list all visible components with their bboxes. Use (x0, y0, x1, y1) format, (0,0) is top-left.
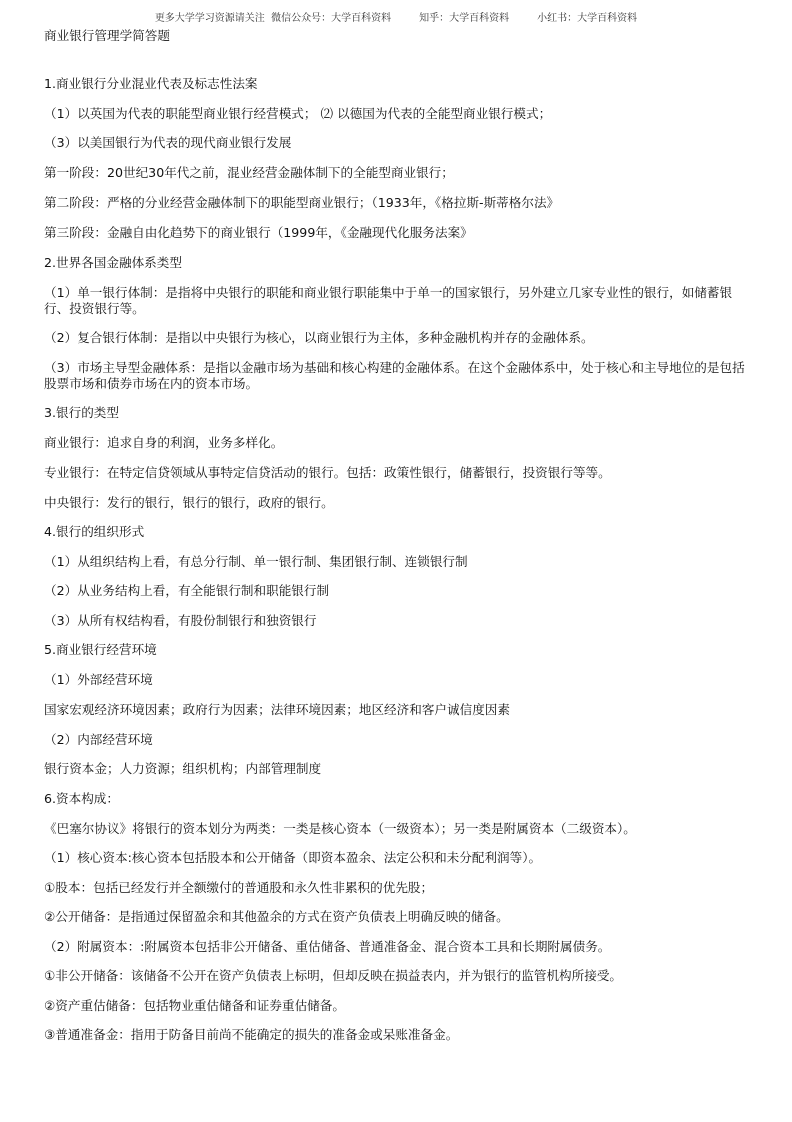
document-title: 商业银行管理学简答题 (44, 28, 170, 43)
section-heading: 4.银行的组织形式 (44, 524, 145, 539)
paragraph: （1）从组织结构上看，有总分行制、单一银行制、集团银行制、连锁银行制 (44, 554, 468, 569)
section-heading: 1.商业银行分业混业代表及标志性法案 (44, 76, 258, 91)
paragraph: （2）附属资本：:附属资本包括非公开储备、重估储备、普通准备金、混合资本工具和长期附属债务。 (44, 939, 611, 954)
paragraph: （2）内部经营环境 (44, 732, 153, 747)
paragraph: ①非公开储备：该储备不公开在资产负债表上标明，但却反映在损益表内，并为银行的监管机构所接受。 (44, 968, 623, 983)
paragraph: （1）单一银行体制：是指将中央银行的职能和商业银行职能集中于单一的国家银行，另外建立几家专业性的银行，如储蓄银行、投资银行等。 (44, 285, 733, 316)
paragraph: （2）从业务结构上看，有全能银行制和职能银行制 (44, 583, 330, 598)
paragraph: ①股本：包括已经发行并全额缴付的普通股和永久性非累积的优先股； (44, 880, 434, 895)
header-wechat: 更多大学学习资源请关注 微信公众号：大学百科资料 (154, 13, 392, 24)
header-zhihu: 知乎：大学百科资料 (419, 13, 510, 24)
paragraph: ③普通准备金：指用于防备目前尚不能确定的损失的准备金或呆账准备金。 (44, 1027, 459, 1042)
page-header (0, 9, 792, 24)
paragraph: ②资产重估储备：包括物业重估储备和证券重估储备。 (44, 998, 345, 1013)
paragraph: （1）外部经营环境 (44, 672, 153, 687)
paragraph: 第一阶段：20世纪30年代之前，混业经营金融体制下的全能型商业银行； (44, 165, 454, 180)
paragraph: 专业银行：在特定信贷领域从事特定信贷活动的银行。包括：政策性银行，储蓄银行，投资银行等等。 (44, 465, 611, 480)
paragraph: （1）以英国为代表的职能型商业银行经营模式； ⑵ 以德国为代表的全能型商业银行模式； (44, 106, 552, 121)
paragraph: 国家宏观经济环境因素；政府行为因素；法律环境因素；地区经济和客户诚信度因素 (44, 702, 510, 717)
paragraph: 银行资本金；人力资源；组织机构；内部管理制度 (44, 761, 322, 776)
paragraph: （3）从所有权结构看，有股份制银行和独资银行 (44, 613, 317, 628)
section-heading: 6.资本构成： (44, 791, 119, 806)
section-heading: 2.世界各国金融体系类型 (44, 255, 182, 270)
paragraph: 第二阶段：严格的分业经营金融体制下的职能型商业银行；（1933年，《格拉斯-斯蒂格尔法》 (44, 195, 560, 210)
paragraph: ②公开储备：是指通过保留盈余和其他盈余的方式在资产负债表上明确反映的储备。 (44, 909, 509, 924)
paragraph: （3）以美国银行为代表的现代商业银行发展 (44, 135, 292, 150)
paragraph: （2）复合银行体制：是指以中央银行为核心，以商业银行为主体，多种金融机构并存的金融体系。 (44, 330, 594, 345)
section-heading: 5.商业银行经营环境 (44, 642, 157, 657)
paragraph: （1）核心资本:核心资本包括股本和公开储备（即资本盈余、法定公积和未分配利润等）。 (44, 850, 542, 865)
paragraph: 商业银行：追求自身的利润，业务多样化。 (44, 435, 284, 450)
section-heading: 3.银行的类型 (44, 405, 119, 420)
paragraph: （3）市场主导型金融体系：是指以金融市场为基础和核心构建的金融体系。在这个金融体系中，处于核心和主导地位的是包括股票市场和债券市场在内的资本市场。 (44, 360, 745, 391)
paragraph: 《巴塞尔协议》将银行的资本划分为两类：一类是核心资本（一级资本）；另一类是附属资本（二级资本）。 (44, 821, 636, 836)
header-xiaohongshu: 小红书：大学百科资料 (537, 13, 638, 24)
paragraph: 第三阶段：金融自由化趋势下的商业银行（1999年，《金融现代化服务法案》 (44, 225, 473, 240)
paragraph: 中央银行：发行的银行，银行的银行，政府的银行。 (44, 495, 334, 510)
